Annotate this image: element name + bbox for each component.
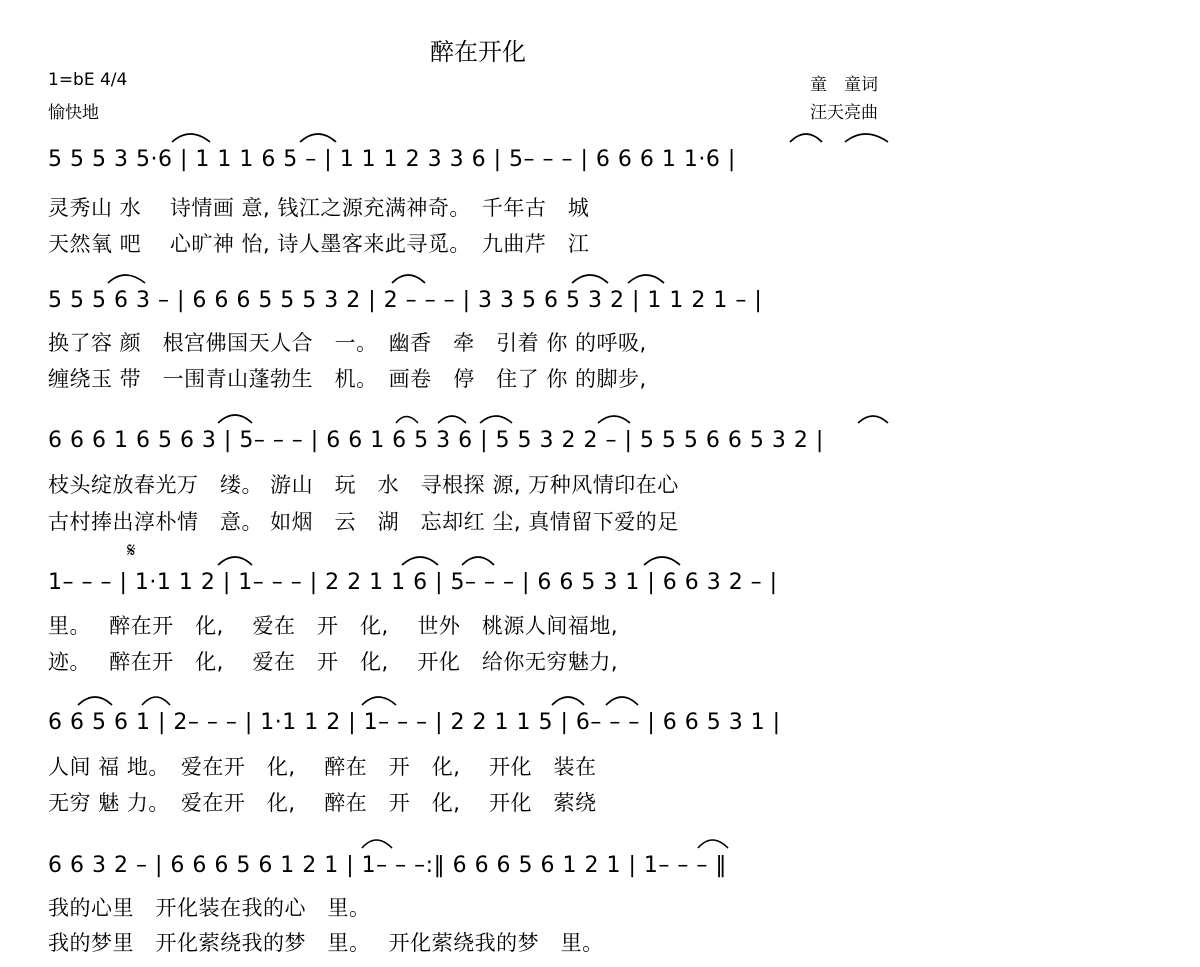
lyrics-line-1-verse-2: 天然氧 吧 心旷神 怡, 诗人墨客来此寻觅。 九曲芹 江 [48, 232, 590, 256]
song-title: 醉在开化 [430, 38, 526, 66]
slur [108, 275, 145, 283]
slur [218, 557, 252, 565]
slur [572, 275, 608, 283]
slur [606, 697, 638, 705]
slur [218, 415, 252, 423]
lyrics-line-3-verse-1: 枝头绽放春光万 缕。 游山 玩 水 寻根探 源, 万种风情印在心 [48, 473, 679, 497]
slur [644, 557, 680, 565]
slur [396, 417, 418, 424]
slur [628, 275, 664, 283]
slur [698, 840, 728, 848]
slur [462, 557, 494, 565]
slur [300, 134, 336, 142]
lyricist-credit: 童 童词 [810, 75, 878, 95]
slur [78, 697, 112, 705]
notation-line-2: 5 5 5 6 3 – | 6 6 6 5 5 5 3 2 | 2 – – – | 3 3 5 6 5 3 2 | 1 1 2 1 – | [48, 288, 763, 313]
notation-line-3: 6 6 6 1 6 5 6 3 | 5– – – | 6 6 1 6 5 3 6 | 5 5 3 2 2 – | 5 5 5 6 6 5 3 2 | [48, 428, 824, 453]
slur [480, 416, 512, 423]
lyrics-line-5-verse-1: 人间 福 地。 爱在开 化, 醉在 开 化, 开化 装在 [48, 755, 597, 779]
tempo-marking: 愉快地 [48, 103, 99, 123]
notation-line-5: 6 6 5 6 1 | 2– – – | 1·1 1 2 | 1– – – | 2 2 1 1 5 | 6– – – | 6 6 5 3 1 | [48, 710, 781, 735]
key-meter: 1=bE 4/4 [48, 70, 128, 90]
slur [790, 134, 822, 142]
slur [438, 416, 466, 423]
lyrics-line-5-verse-2: 无穷 魅 力。 爱在开 化, 醉在 开 化, 开化 萦绕 [48, 791, 597, 815]
lyrics-line-2-verse-2: 缠绕玉 带 一围青山蓬勃生 机。 画卷 停 住了 你 的脚步, [48, 367, 647, 391]
slur [142, 697, 170, 705]
lyrics-line-2-verse-1: 换了容 颜 根宫佛国天人合 一。 幽香 牵 引着 你 的呼吸, [48, 331, 647, 355]
slur [362, 840, 392, 848]
slur [172, 134, 210, 142]
slur [552, 697, 584, 705]
notation-line-6: 6 6 3 2 – | 6 6 6 5 6 1 2 1 | 1– – –:‖ 6 6 6 5 6 1 2 1 | 1– – – ‖ [48, 853, 727, 878]
slur [845, 134, 888, 142]
notation-line-4: 1– – – | 1·1 1 2 | 1– – – | 2 2 1 1 6 | 5– – – | 6 6 5 3 1 | 6 6 3 2 – | [48, 570, 778, 595]
lyrics-line-6-verse-1: 我的心里 开化装在我的心 里。 [48, 896, 371, 920]
slur [858, 416, 888, 423]
lyrics-line-6-verse-2: 我的梦里 开化萦绕我的梦 里。 开化萦绕我的梦 里。 [48, 931, 604, 955]
composer-credit: 汪天亮曲 [810, 103, 878, 123]
notation-line-1: 5 5 5 3 5·6 | 1 1 1 6 5 – | 1 1 1 2 3 3 6 | 5– – – | 6 6 6 1 1·6 | [48, 147, 736, 172]
lyrics-line-4-verse-2: 迹。 醉在开 化, 爱在 开 化, 开化 给你无穷魅力, [48, 650, 619, 674]
lyrics-line-1-verse-1: 灵秀山 水 诗情画 意, 钱江之源充满神奇。 千年古 城 [48, 196, 590, 220]
slur [362, 697, 396, 705]
slur [402, 557, 438, 565]
lyrics-line-3-verse-2: 古村捧出淳朴情 意。 如烟 云 湖 忘却红 尘, 真情留下爱的足 [48, 510, 679, 534]
lyrics-line-4-verse-1: 里。 醉在开 化, 爱在 开 化, 世外 桃源人间福地, [48, 614, 619, 638]
slur [598, 416, 630, 423]
slur [392, 275, 425, 283]
segno-sign: 𝄋 [127, 538, 136, 562]
